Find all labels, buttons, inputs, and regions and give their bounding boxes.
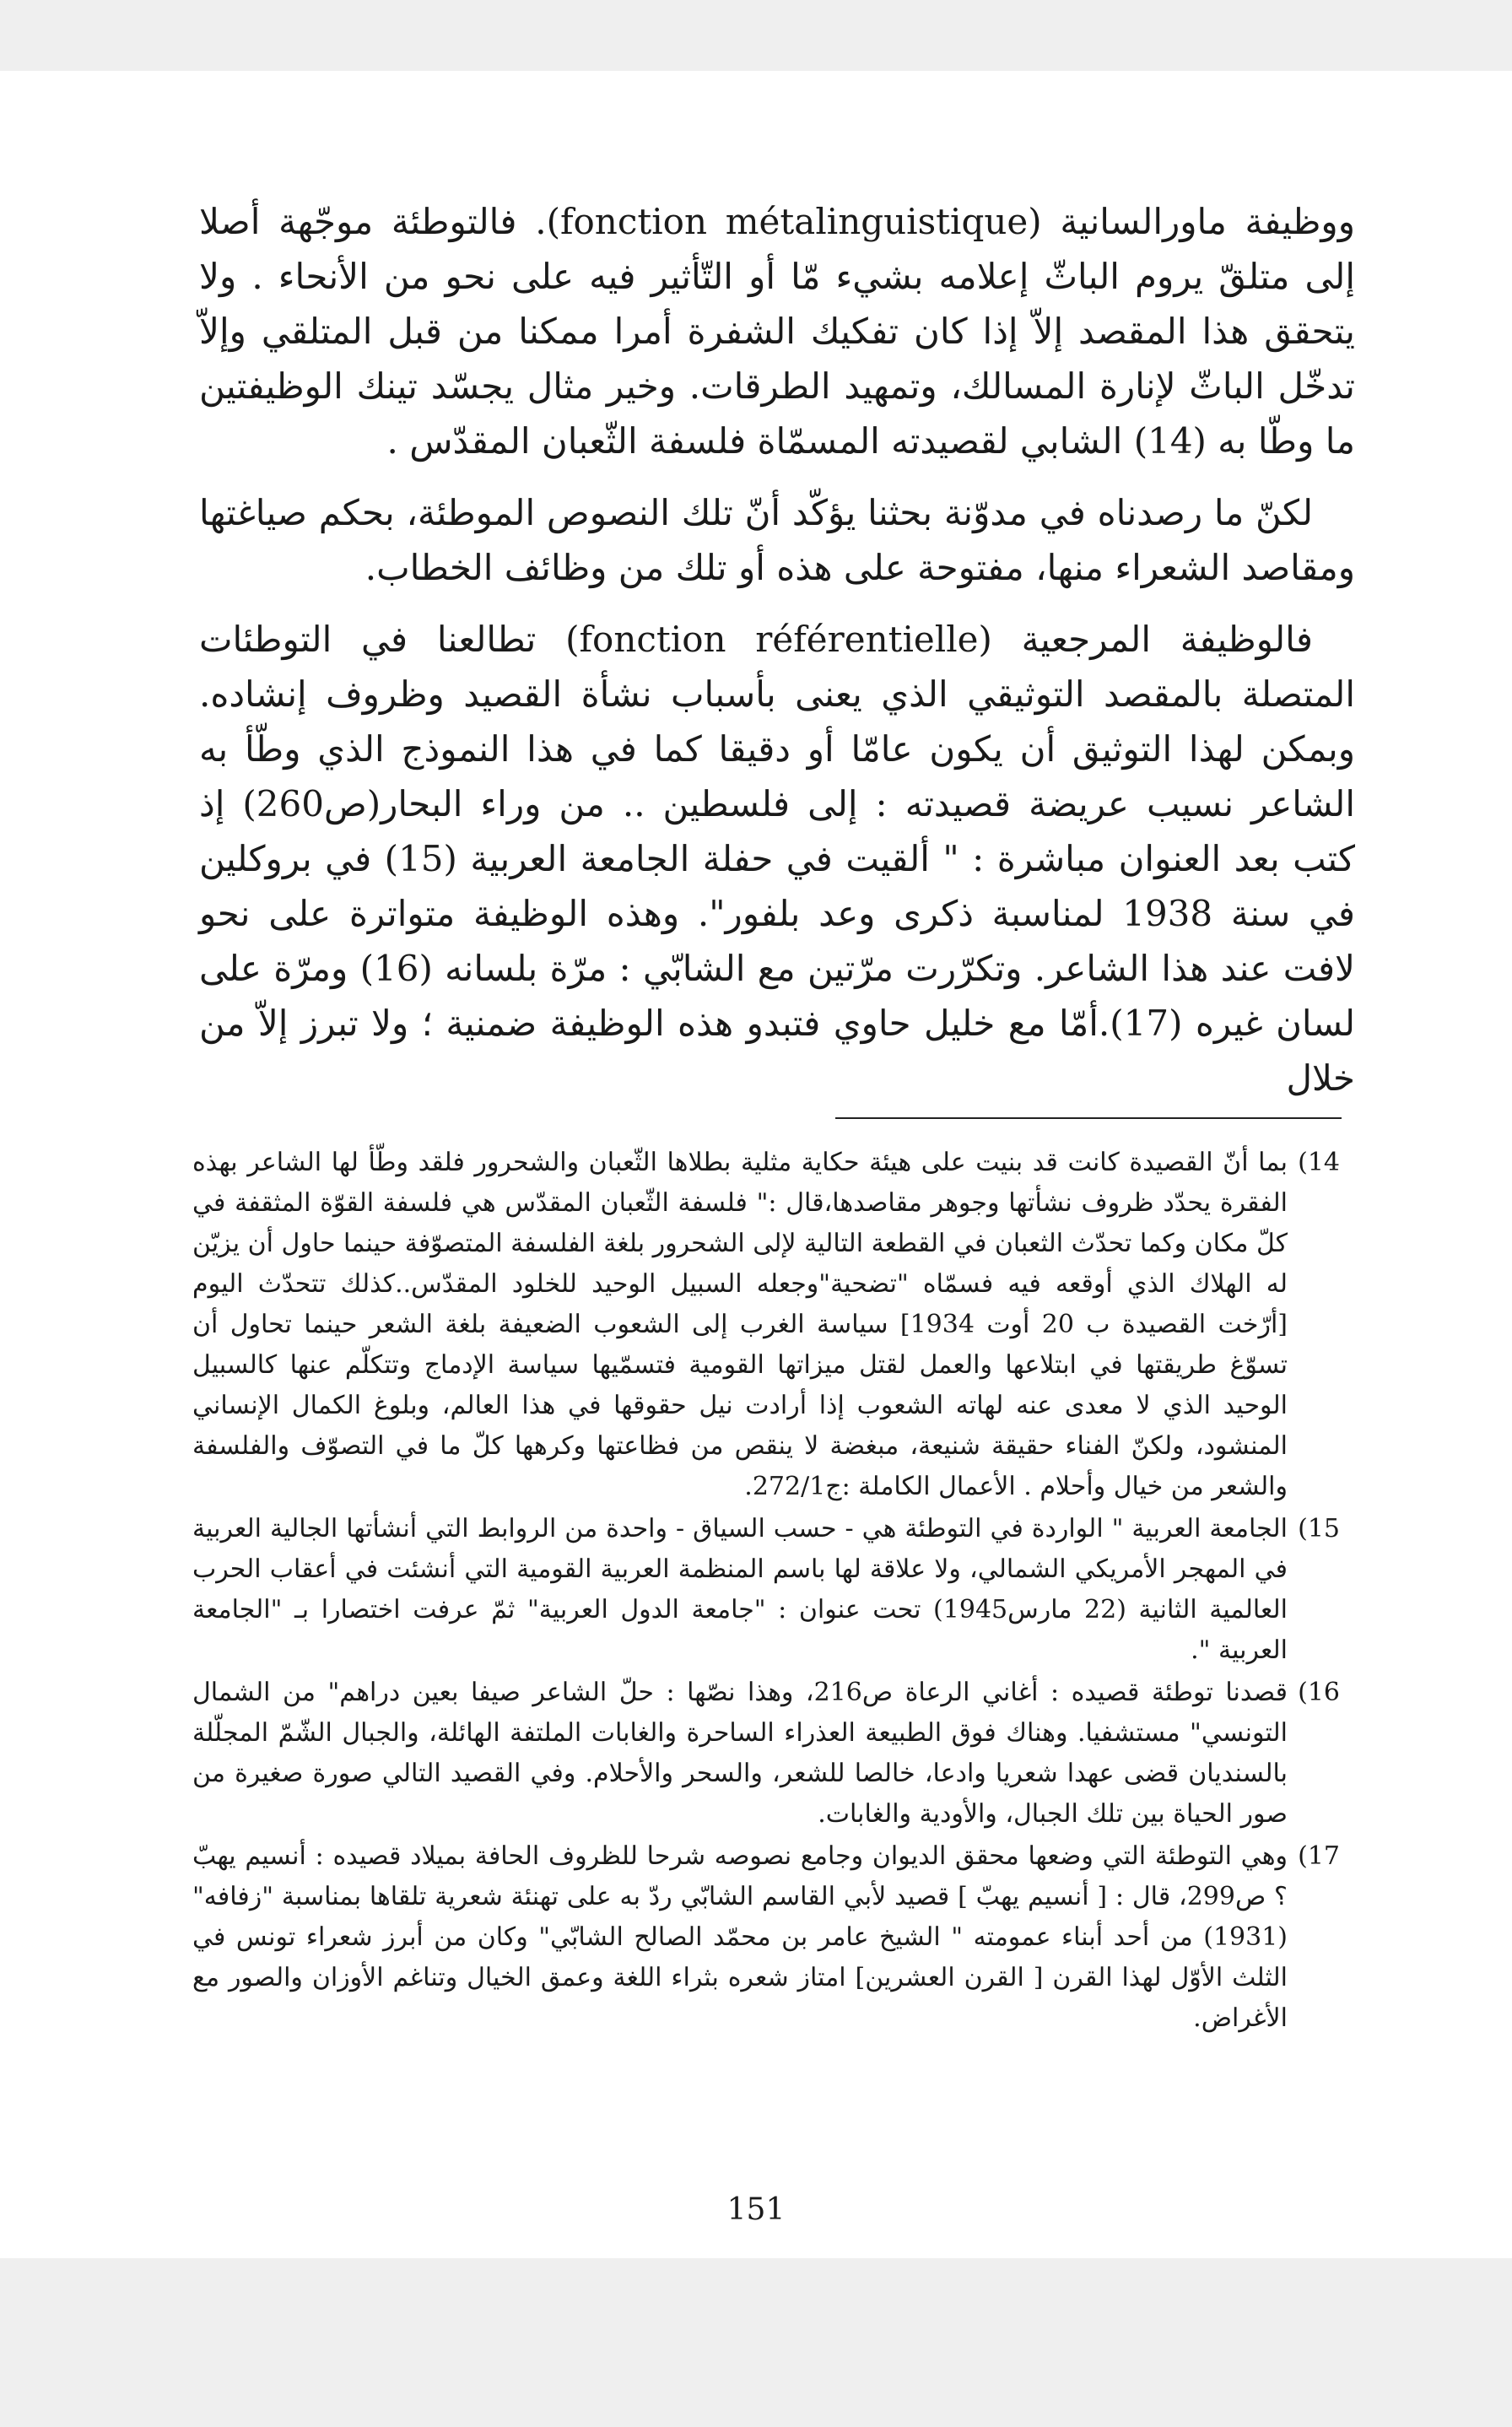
footnote [192, 1673, 1340, 1835]
main-text [199, 194, 1355, 1122]
footnote-separator [835, 1117, 1342, 1119]
footnote-text: قصدنا توطئة قصيده : أغاني الرعاة ص216، وهذا نصّها : حلّ الشاعر صيفا بعين دراهم" من الشمال التونسي" مستشفيا. وهناك فوق الطبيعة العذراء الساحرة والغابات الملتفة الهائلة، والجبال الشّمّ المجلّلة بالسنديان قضى عهدا شعريا وادعا، خالصا للشعر، والسحر والأحلام. وفي القصيد التالي صورة صغيرة من صور الحياة بين تلك الجبال، والأودية والغابات. [192, 1678, 1288, 1829]
bottom-margin-band [0, 2258, 1512, 2427]
footnote-number: 17) [1298, 1841, 1340, 1871]
footnote-number: 14) [1298, 1148, 1340, 1177]
footnote-text: الجامعة العربية " الواردة في التوطئة هي - حسب السياق - واحدة من الروابط التي أنشأتها الجالية العربية في المهجر الأمريكي الشمالي، ولا علاقة لها باسم المنظمة العربية القومية التي أنشئت في أعقاب الحرب العالمية الثانية (22 مارس1945) تحت عنوان : "جامعة الدول العربية" ثمّ عرفت اختصارا بـ "الجامعة العربية ". [192, 1514, 1288, 1665]
footnote-text: وهي التوطئة التي وضعها محقق الديوان وجامع نصوصه شرحا للظروف الحافة بميلاد قصيده : أنسيم يهبّ ؟ ص299، قال : [ أنسيم يهبّ ] قصيد لأبي القاسم الشابّي ردّ به على تهنئة شعرية تلقاها بمناسبة "زفافه" (1931) من أحد أبناء عمومته " الشيخ عامر بن محمّد الصالح الشابّي" وكان من أبرز شعراء تونس في الثلث الأوّل لهذا القرن [ القرن العشرين] امتاز شعره بثراء اللغة وعمق الخيال وتناغم الأوزان والصور مع الأغراض. [192, 1841, 1288, 2033]
top-margin-band [0, 0, 1512, 71]
footnote-number: 15) [1298, 1514, 1340, 1543]
footnote [192, 1509, 1340, 1671]
footnotes [192, 1143, 1340, 2041]
footnote [192, 1143, 1340, 1507]
footnote [192, 1836, 1340, 2039]
book-page [0, 71, 1512, 2258]
footnote-text: بما أنّ القصيدة كانت قد بنيت على هيئة حكاية مثلية بطلاها الثّعبان والشحرور فلقد وطّأ لها الشاعر بهذه الفقرة يحدّد ظروف نشأتها وجوهر مقاصدها،قال :" فلسفة الثّعبان المقدّس هي فلسفة القوّة المثقفة في كلّ مكان وكما تحدّث الثعبان في القطعة التالية لإلى الشحرور بلغة الفلسفة المتصوّفة حينما حاول أن يزيّن له الهلاك الذي أوقعه فيه فسمّاه "تضحية"وجعله السبيل الوحيد للخلود المقدّس..كذلك تتحدّث اليوم [أرّخت القصيدة ب 20 أوت 1934] سياسة الغرب إلى الشعوب الضعيفة بلغة الشعر حينما تحاول أن تسوّغ طريقتها في ابتلاعها والعمل لقتل ميزاتها القومية فتسمّيها سياسة الإدماج وتتكلّم عنها كالسبيل الوحيد الذي لا معدى عنه لهاته الشعوب إذا أرادت نيل حقوقها في هذا العالم، وبلوغ الكمال الإنساني المنشود، ولكنّ الفناء حقيقة شنيعة، مبغضة لا ينقص من فظاعتها وكرهها كلّ ما في التصوّف والفلسفة والشعر من خيال وأحلام . الأعمال الكاملة :ج272/1. [192, 1148, 1288, 1501]
paragraph: فالوظيفة المرجعية (fonction référentielle) تطالعنا في التوطئات المتصلة بالمقصد التوثيقي الذي يعنى بأسباب نشأة القصيد وظروف إنشاده. وبمكن لهذا التوثيق أن يكون عامّا أو دقيقا كما في هذا النموذج الذي وطّأ به الشاعر نسيب عريضة قصيدته : إلى فلسطين .. من وراء البحار(ص260) إذ كتب بعد العنوان مباشرة : " ألقيت في حفلة الجامعة العربية (15) في بروكلين في سنة 1938 لمناسبة ذكرى وعد بلفور". وهذه الوظيفة متواترة على نحو لافت عند هذا الشاعر. وتكرّرت مرّتين مع الشابّي : مرّة بلسانه (16) ومرّة على لسان غيره (17).أمّا مع خليل حاوي فتبدو هذه الوظيفة ضمنية ؛ ولا تبرز إلاّ من خلال [199, 619, 1356, 1099]
paragraph: ووظيفة ماورالسانية (fonction métalinguistique). فالتوطئة موجّهة أصلا إلى متلقّ يروم الباثّ إعلامه بشيء مّا أو التّأثير فيه على نحو من الأنحاء . ولا يتحقق هذا المقصد إلاّ إذا كان تفكيك الشفرة أمرا ممكنا من قبل المتلقي وإلاّ تدخّل الباثّ لإنارة المسالك، وتمهيد الطرقات. وخير مثال يجسّد تينك الوظيفتين ما وطّا به (14) الشابي لقصيدته المسمّاة فلسفة الثّعبان المقدّس . [199, 201, 1355, 462]
page-number: 151 [726, 2192, 786, 2227]
paragraph: لكنّ ما رصدناه في مدوّنة بحثنا يؤكّد أنّ تلك النصوص الموطئة، بحكم صياغتها ومقاصد الشعراء منها، مفتوحة على هذه أو تلك من وظائف الخطاب. [199, 492, 1355, 588]
footnote-number: 16) [1298, 1678, 1340, 1707]
